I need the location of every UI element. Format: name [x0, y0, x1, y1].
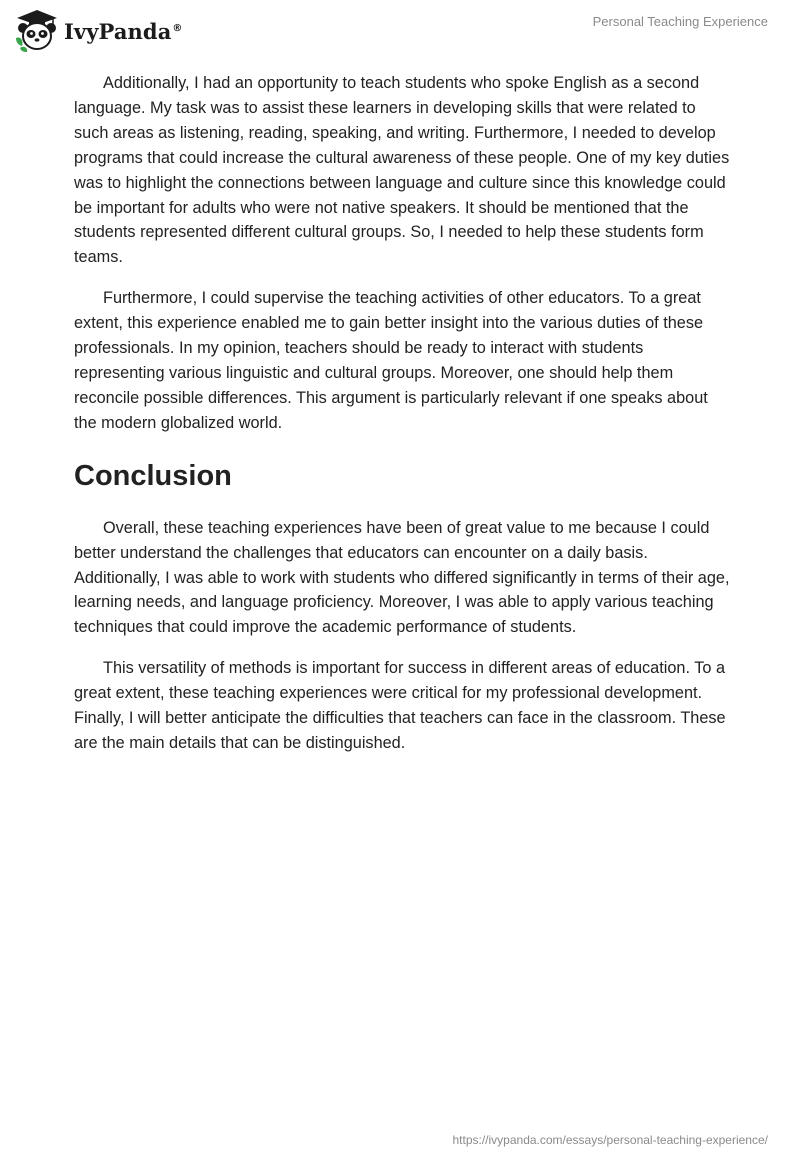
paragraph: This versatility of methods is important for success in different areas of education. To a great extent, these teaching experiences were critical for my professional development. Finally, I will better anticipate the difficulties that teachers can face in the classroom. These are the main details that can be distinguished. [74, 659, 726, 752]
running-title: Personal Teaching Experience [592, 14, 768, 29]
page-header [0, 0, 800, 60]
essay-body [74, 71, 734, 772]
paragraph: Additionally, I had an opportunity to teach students who spoke English as a second language. My task was to assist these learners in developing skills that were related to such areas as listening, reading, speaking, and writing. Furthermore, I needed to develop programs that could increase the cultural awareness of these people. One of my key duties was to highlight the connections between language and culture since this knowledge could be important for adults who were not native speakers. It should be mentioned that the students represented different cultural groups. So, I needed to help these students form teams. [74, 74, 730, 267]
logo[interactable] [14, 8, 183, 52]
registered-mark: ® [172, 22, 183, 34]
footer-url[interactable]: https://ivypanda.com/essays/personal-teaching-experience/ [452, 1133, 768, 1147]
panda-graduate-icon [14, 8, 60, 52]
paragraph: Furthermore, I could supervise the teaching activities of other educators. To a great extent, this experience enabled me to gain better insight into the various duties of these professionals. In my opinion, teachers should be ready to interact with students representing various linguistic and cultural groups. Moreover, one should help them reconcile possible differences. This argument is particularly relevant if one speaks about the modern globalized world. [74, 289, 708, 432]
section-heading-conclusion: Conclusion [74, 459, 232, 492]
paragraph: Overall, these teaching experiences have been of great value to me because I could better understand the challenges that educators can encounter on a daily basis. Additionally, I was able to work with students who differed significantly in terms of their age, learning needs, and language proficiency. Moreover, I was able to apply various teaching techniques that could improve the academic performance of students. [74, 518, 730, 637]
brand-name: IvyPanda® [64, 18, 183, 44]
